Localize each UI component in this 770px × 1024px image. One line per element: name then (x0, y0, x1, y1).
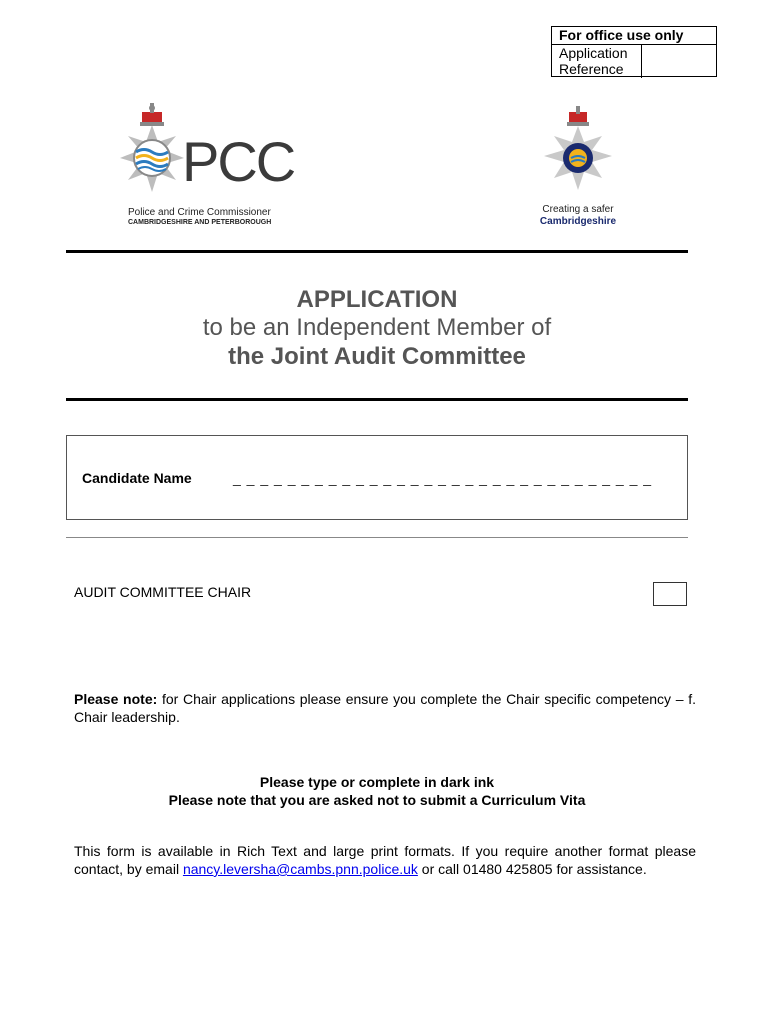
opcc-region: CAMBRIDGESHIRE AND PETERBOROUGH (128, 219, 272, 226)
note-text: for Chair applications please ensure you complete the Chair specific competency – f. Chair leadership. (74, 691, 696, 725)
chair-label: AUDIT COMMITTEE CHAIR (74, 584, 252, 600)
opcc-subtitle: Police and Crime Commissioner (128, 207, 271, 218)
police-badge-icon (528, 104, 628, 202)
reference-label: Reference (559, 61, 624, 77)
chair-note (74, 690, 696, 726)
office-use-header: For office use only (552, 27, 716, 45)
police-logo (528, 104, 628, 229)
cv-instruction: Please note that you are asked not to submit a Curriculum Vita (168, 792, 586, 808)
availability-before: This form is available in Rich Text and large print formats. If you require another format please contact, by email (74, 843, 696, 877)
contact-email-link[interactable]: nancy.leversha@cambs.pnn.police.uk (182, 861, 418, 877)
ink-instruction: Please type or complete in dark ink (259, 774, 495, 790)
availability-after: or call 01480 425805 for assistance. (417, 861, 647, 877)
candidate-name-label: Candidate Name (82, 470, 192, 486)
chair-checkbox[interactable] (653, 582, 687, 606)
top-divider (66, 250, 688, 253)
bottom-divider (66, 398, 688, 401)
police-region: Cambridgeshire (539, 216, 617, 227)
section-divider (66, 537, 688, 538)
note-bold: Please note: (74, 691, 158, 707)
application-label: Application (559, 45, 628, 61)
candidate-name-box (66, 435, 688, 520)
availability-paragraph (74, 842, 696, 878)
office-use-table (551, 26, 717, 77)
application-reference-label (552, 45, 642, 78)
police-tagline: Creating a safer (542, 204, 614, 215)
candidate-name-field[interactable]: _ _ _ _ _ _ _ _ _ _ _ _ _ _ _ _ _ _ _ _ _ _ _ _ _ _ _ _ _ _ _ (233, 470, 653, 486)
opcc-crest-icon (112, 100, 192, 205)
title-subtitle: to be an Independent Member of (202, 314, 552, 341)
opcc-text: PCC (182, 130, 295, 193)
opcc-logo (112, 100, 302, 230)
title-application: APPLICATION (296, 286, 458, 313)
application-reference-value[interactable] (642, 45, 716, 78)
title-committee: the Joint Audit Committee (228, 343, 526, 370)
